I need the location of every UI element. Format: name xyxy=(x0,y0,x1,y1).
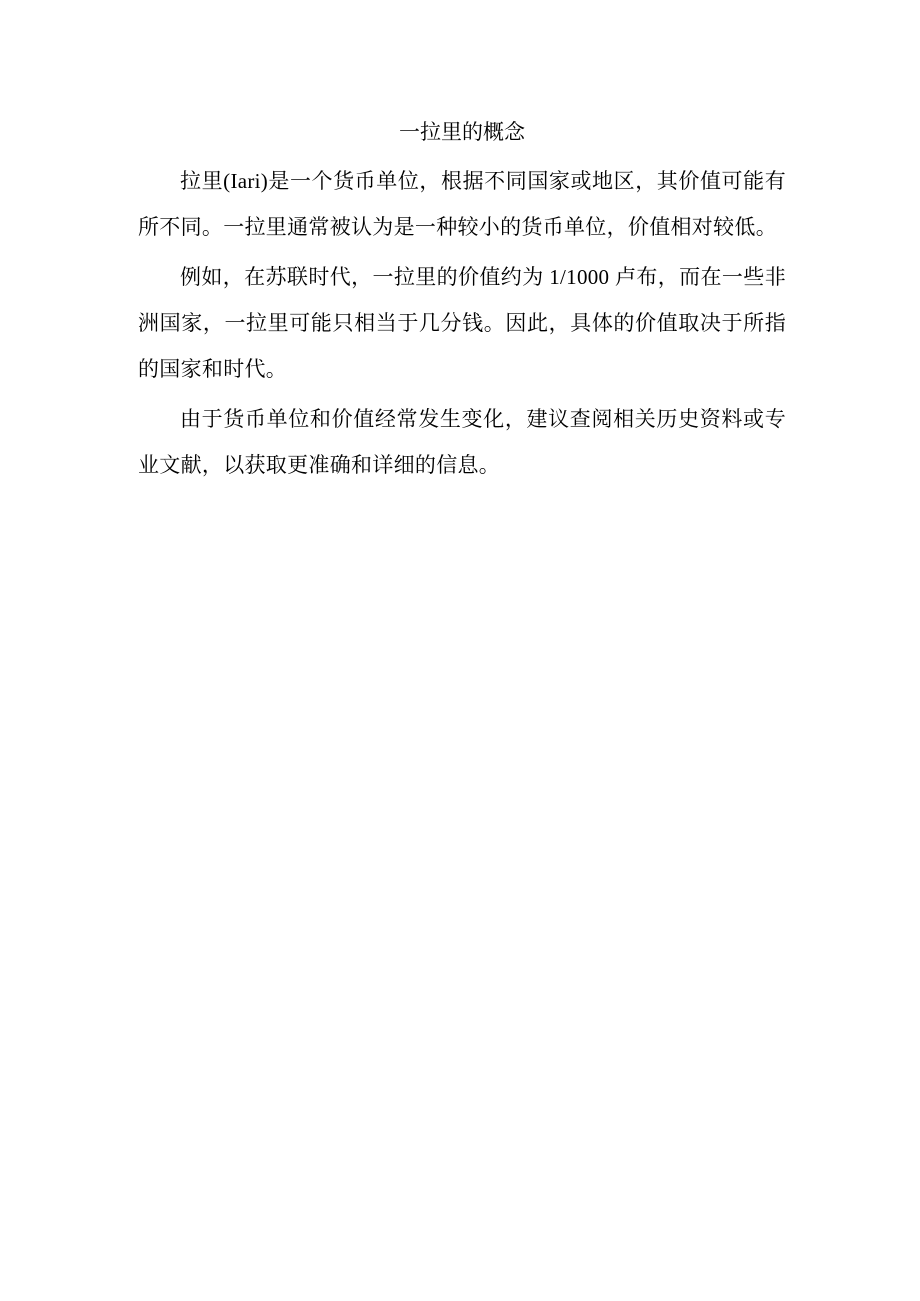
paragraph-definition: 拉里(Iari)是一个货币单位，根据不同国家或地区，其价值可能有所不同。一拉里通常被认为是一种较小的货币单位，价值相对较低。 xyxy=(138,169,786,239)
document-title: 一拉里的概念 xyxy=(399,120,525,144)
document-body xyxy=(138,112,786,488)
paragraph-example: 例如，在苏联时代，一拉里的价值约为 1/1000 卢布，而在一些非洲国家，一拉里可能只相当于几分钱。因此，具体的价值取决于所指的国家和时代。 xyxy=(138,265,786,381)
paragraph-advice: 由于货币单位和价值经常发生变化，建议查阅相关历史资料或专业文献，以获取更准确和详细的信息。 xyxy=(138,407,786,477)
